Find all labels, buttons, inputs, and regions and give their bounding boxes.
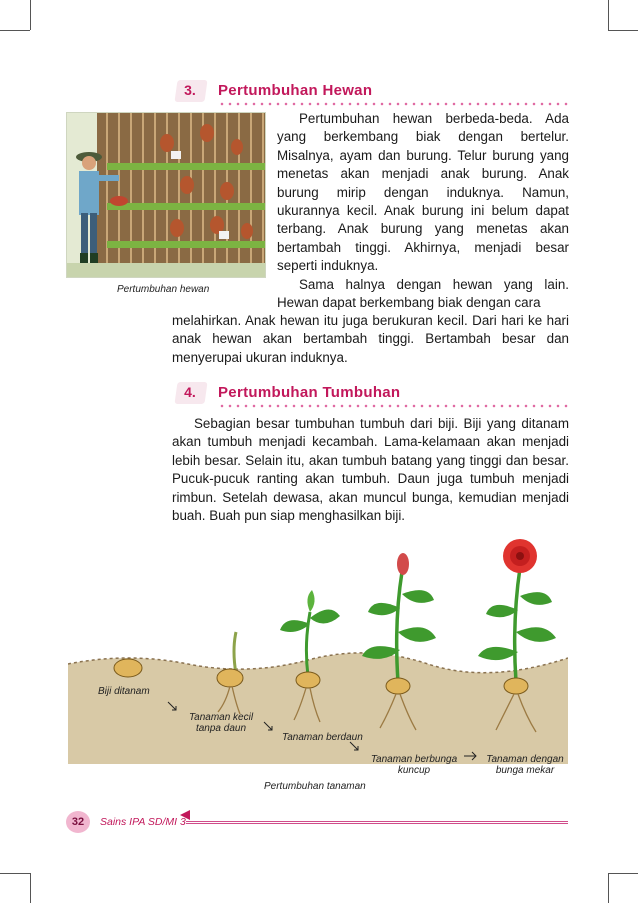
stage-label-blooming-plant [482,754,568,776]
dotted-divider [218,404,572,408]
book-title: Sains IPA SD/MI 3 [100,816,186,828]
animal-growth-photo [66,112,266,278]
stage-label-line: Tanaman berbunga [370,754,458,765]
footer-rule [186,821,568,824]
section-number-badge [174,382,207,404]
crop-mark [608,30,638,31]
section4-text [172,415,569,525]
stage-label-line: bunga mekar [495,765,555,776]
paragraph: Pertumbuhan hewan berbeda-beda. Ada yang berkembang biak dengan bertelur. Misalnya, ayam dan burung. Telur burung yang menetas akan menjadi anak burung. Anak burung mirip dengan induknya. Namun, ukurannya kecil. Anak burung ini belum dapat terbang. Anak burung yang menetas akan bertambah tinggi. Akhirnya, menjadi besar seperti induknya. [277,111,569,274]
section-title: Pertumbuhan Tumbuhan [218,384,401,401]
page-number: 32 [71,816,85,828]
stage-label-leafy-plant: Tanaman berdaun [282,732,363,743]
photo-caption: Pertumbuhan hewan [117,284,210,295]
crop-mark [30,0,31,30]
crop-mark [0,30,30,31]
stage-label-line: Tanaman dengan [486,754,564,765]
section-heading-3 [170,80,570,106]
crop-mark [0,873,30,874]
crop-mark [608,873,609,903]
figure-caption: Pertumbuhan tanaman [264,781,366,792]
section-heading-4 [170,382,570,408]
stage-label-line: Tanaman kecil [188,712,254,723]
section3-full-text [172,312,569,367]
crop-mark [608,0,609,30]
paragraph: Sama halnya dengan hewan yang lain. Hewan dapat berkembang biak dengan cara [277,276,569,311]
plant-growth-illustration [68,532,568,764]
stage-label-seed: Biji ditanam [98,686,150,697]
section-title: Pertumbuhan Hewan [218,82,373,99]
paragraph-continuation: melahirkan. Anak hewan itu juga berukuran kecil. Dari hari ke hari anak hewan akan bertambah tinggi. Bertambah besar dan menyerupai ukuran induknya. [172,313,569,365]
section-number: 3. [184,82,196,98]
footer-arrow-icon [180,810,192,820]
page-number-badge [66,811,90,833]
plant-stages-drawing [68,532,568,764]
section-number: 4. [184,384,196,400]
crop-mark [608,873,638,874]
stage-label-budding-plant [366,754,462,776]
paragraph: Sebagian besar tumbuhan tumbuh dari biji. Biji yang ditanam akan tumbuh menjadi kecambah. Lama-kelamaan akan menjadi lebih besar. Selain itu, akan tumbuh batang yang tinggi dan besar. Pucuk-pucuk ranting akan tumbuh. Daun juga tumbuh menjadi rimbun. Setelah dewasa, akan muncul bunga, kemudian menjadi buah. Buah pun siap menghasilkan biji. [172,416,569,524]
crop-mark [30,873,31,903]
stage-label-line: tanpa daun [195,723,247,734]
section3-side-text [277,110,569,312]
dotted-divider [218,102,572,106]
stage-label-small-plant [186,712,256,734]
bird-cage-illustration [67,113,266,278]
section-number-badge [174,80,207,102]
stage-label-line: kuncup [397,765,431,776]
